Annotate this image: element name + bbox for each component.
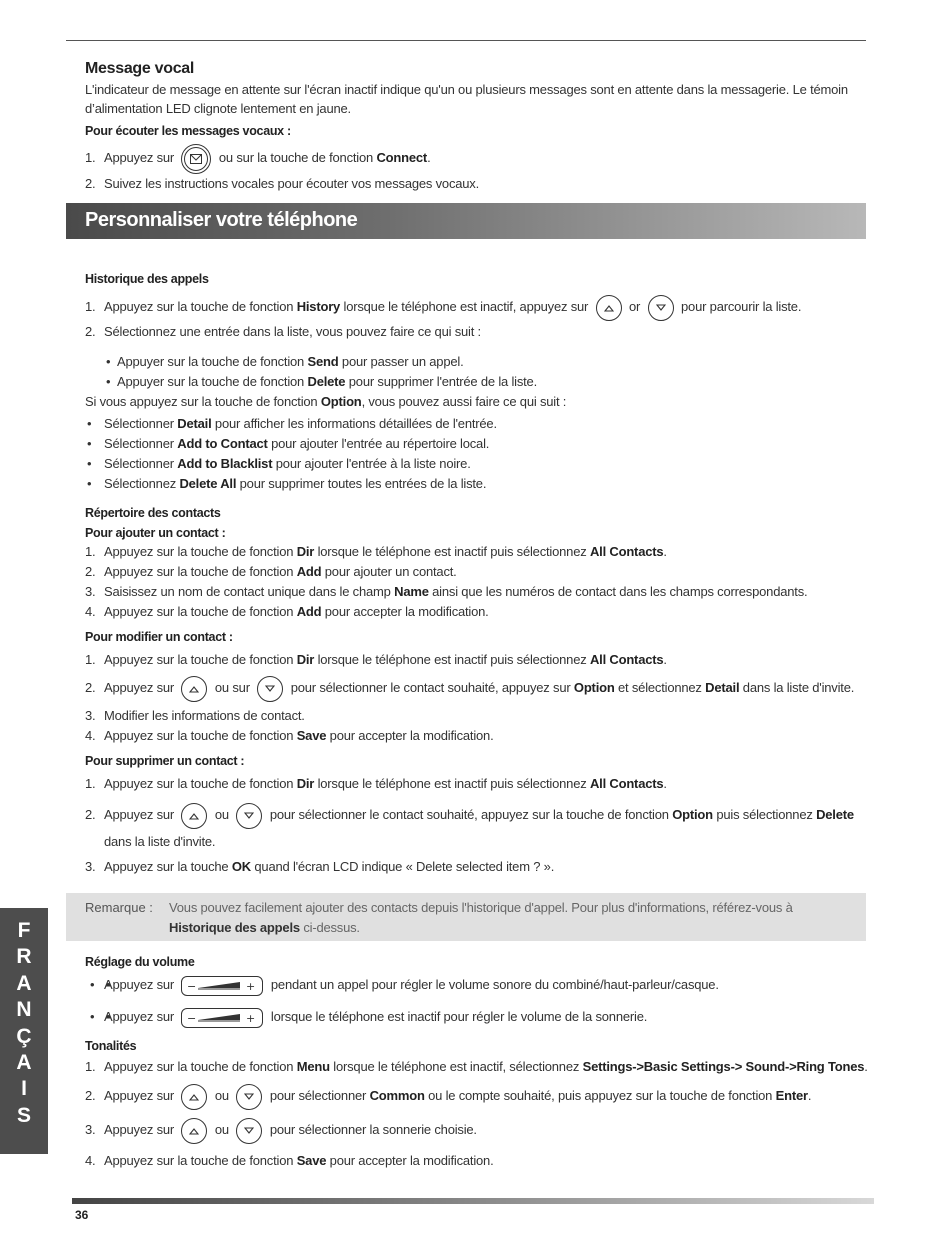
- voicemail-title: Message vocal: [85, 60, 195, 77]
- contacts-title: Répertoire des contacts: [85, 506, 221, 520]
- side-letter: S: [16, 1103, 31, 1127]
- down-arrow-key-icon: [236, 1118, 262, 1144]
- side-letter: N: [16, 998, 32, 1022]
- note-label: Remarque :: [85, 900, 153, 915]
- language-side-tab: [0, 908, 48, 1154]
- delete-contact-step: 2. Appuyez sur ou pour sélectionner le contact souhaité, appuyez sur la touche de fonction Option puis sélectionnez Delete dans la liste d'invite.: [85, 802, 875, 855]
- side-letter: F: [17, 919, 31, 942]
- add-contact-step: 4. Appuyez sur la touche de fonction Add pour accepter la modification.: [85, 604, 489, 619]
- svg-text:−: −: [187, 1011, 197, 1025]
- note-box: [66, 893, 866, 941]
- tones-step: 2. Appuyez sur ou pour sélectionner Common ou le compte souhaité, puis appuyez sur la touche de fonction Enter.: [85, 1077, 875, 1115]
- svg-text:+: +: [246, 1011, 256, 1025]
- delete-contact-step: 1. Appuyez sur la touche de fonction Dir lorsque le téléphone est inactif puis sélectionnez All Contacts.: [85, 776, 667, 791]
- delete-contact-step: 3. Appuyez sur la touche OK quand l'écran LCD indique « Delete selected item ? ».: [85, 858, 555, 874]
- add-contact-step: 1. Appuyez sur la touche de fonction Dir lorsque le téléphone est inactif puis sélectionnez All Contacts.: [85, 544, 667, 559]
- option-bullet: • Sélectionner Add to Blacklist pour ajouter l'entrée à la liste noire.: [85, 454, 875, 474]
- history-sub-bullet: • Appuyer sur la touche de fonction Send pour passer un appel.: [85, 352, 875, 372]
- edit-contact-heading: Pour modifier un contact :: [85, 630, 233, 644]
- up-arrow-key-icon: [596, 295, 622, 321]
- contacts-section: [85, 506, 875, 877]
- add-contact-heading: Pour ajouter un contact :: [85, 526, 226, 540]
- down-arrow-key-icon: [236, 1084, 262, 1110]
- top-rule: [66, 40, 866, 41]
- side-letter: Ç: [16, 1024, 32, 1048]
- up-arrow-key-icon: [181, 1084, 207, 1110]
- history-section: [85, 272, 875, 494]
- history-step-1: 1. Appuyez sur la touche de fonction History lorsque le téléphone est inactif, appuyez sur or pour parcourir la liste.: [85, 292, 875, 322]
- up-arrow-key-icon: [181, 803, 207, 829]
- delete-contact-heading: Pour supprimer un contact :: [85, 754, 245, 768]
- tones-title: Tonalités: [85, 1039, 137, 1053]
- side-letter: I: [21, 1077, 27, 1101]
- down-arrow-key-icon: [648, 295, 674, 321]
- side-letter: A: [16, 971, 32, 995]
- option-line: Si vous appuyez sur la touche de fonction Option, vous pouvez aussi faire ce qui suit :: [85, 394, 567, 409]
- page-number: 36: [75, 1208, 89, 1222]
- section-title: Personnaliser votre téléphone: [85, 209, 358, 231]
- edit-contact-step: 2. Appuyez sur ou sur pour sélectionner le contact souhaité, appuyez sur Option et sélectionnez Detail dans la liste d'invite.: [85, 670, 875, 706]
- note-text: Vous pouvez facilement ajouter des contacts depuis l'historique d'appel. Pour plus d'informations, référez-vous à Historique des appels ci-dessus.: [169, 900, 793, 935]
- option-bullet: • Sélectionnez Delete All pour supprimer toutes les entrées de la liste.: [85, 474, 875, 494]
- down-arrow-key-icon: [257, 676, 283, 702]
- lower-content: [85, 955, 875, 1171]
- volume-key-icon: [181, 1008, 263, 1028]
- voicemail-desc: L'indicateur de message en attente sur l'écran inactif indique qu'un ou plusieurs messages sont en attente dans la messagerie. Le témoin d’alimentation LED clignote lentement en jaune.: [85, 82, 848, 116]
- tones-step: 4. Appuyez sur la touche de fonction Save pour accepter la modification.: [85, 1153, 494, 1168]
- add-contact-step: 3. Saisissez un nom de contact unique dans le champ Name ainsi que les numéros de contact dans les champs correspondants.: [85, 584, 808, 599]
- history-title: Historique des appels: [85, 272, 209, 286]
- edit-contact-step: 1. Appuyez sur la touche de fonction Dir lorsque le téléphone est inactif puis sélectionnez All Contacts.: [85, 652, 667, 667]
- side-letter: A: [16, 1051, 32, 1075]
- svg-text:+: +: [246, 979, 256, 993]
- side-letter: R: [16, 945, 32, 969]
- option-bullet: • Sélectionner Detail pour afficher les informations détaillées de l'entrée.: [85, 414, 875, 434]
- svg-text:−: −: [187, 979, 197, 993]
- voicemail-step-1: 1. Appuyez sur ou sur la touche de fonction Connect.: [85, 142, 875, 174]
- down-arrow-key-icon: [236, 803, 262, 829]
- volume-key-icon: [181, 976, 263, 996]
- history-step-2: 2. Sélectionnez une entrée dans la liste, vous pouvez faire ce qui suit :: [85, 324, 481, 339]
- up-arrow-key-icon: [181, 1118, 207, 1144]
- tones-step: 3. Appuyez sur ou pour sélectionner la sonnerie choisie.: [85, 1115, 875, 1145]
- edit-contact-step: 3. Modifier les informations de contact.: [85, 708, 305, 723]
- footer-bar: [72, 1198, 874, 1204]
- voicemail-section: [85, 60, 875, 194]
- volume-bullet: • • Appuyez sur − + pendant un appel pour régler le volume sonore du combiné/haut-parleur/casque.: [85, 971, 875, 999]
- page-content: [85, 60, 875, 877]
- tones-step: 1. Appuyez sur la touche de fonction Menu lorsque le téléphone est inactif, sélectionnez Settings->Basic Settings-> Sound->Ring Tones.: [85, 1059, 868, 1074]
- up-arrow-key-icon: [181, 676, 207, 702]
- voicemail-step-2: 2. Suivez les instructions vocales pour écouter vos messages vocaux.: [85, 176, 480, 191]
- option-bullet: • Sélectionner Add to Contact pour ajouter l'entrée au répertoire local.: [85, 434, 875, 454]
- volume-bullet: • • Appuyez sur − + lorsque le téléphone est inactif pour régler le volume de la sonnerie.: [85, 1003, 875, 1031]
- language-letters: [0, 918, 48, 1129]
- envelope-key-icon: [181, 144, 211, 174]
- listen-heading: Pour écouter les messages vocaux :: [85, 124, 291, 138]
- history-sub-bullet: • Appuyer sur la touche de fonction Delete pour supprimer l'entrée de la liste.: [85, 372, 875, 392]
- add-contact-step: 2. Appuyez sur la touche de fonction Add pour ajouter un contact.: [85, 564, 457, 579]
- volume-title: Réglage du volume: [85, 955, 195, 969]
- edit-contact-step: 4. Appuyez sur la touche de fonction Save pour accepter la modification.: [85, 728, 494, 743]
